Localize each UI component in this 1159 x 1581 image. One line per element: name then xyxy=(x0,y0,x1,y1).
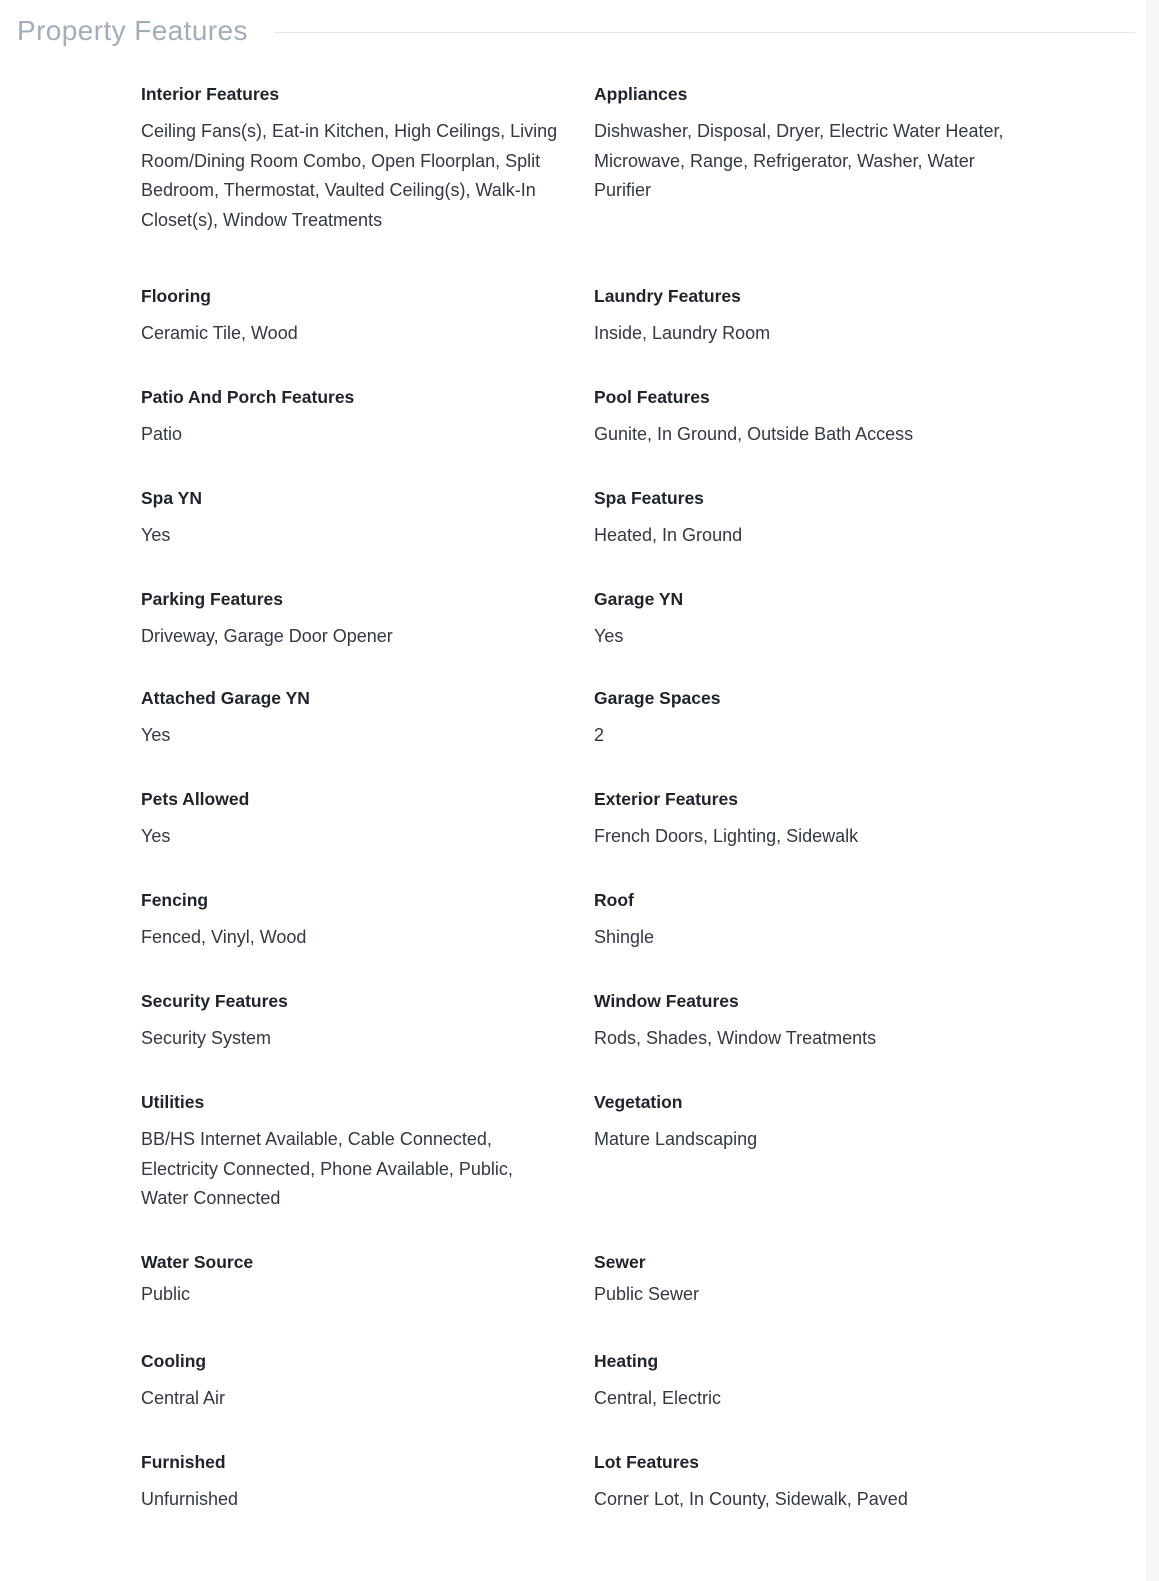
feature-label: Interior Features xyxy=(141,84,280,104)
feature-window-features xyxy=(594,989,1021,1054)
feature-value: Central, Electric xyxy=(594,1388,722,1408)
feature-value: Public xyxy=(141,1284,191,1304)
feature-label: Water Source xyxy=(141,1252,254,1272)
feature-label: Laundry Features xyxy=(594,286,741,306)
feature-row xyxy=(141,82,1021,284)
feature-flooring xyxy=(141,284,594,349)
feature-row xyxy=(141,284,1021,385)
feature-label: Vegetation xyxy=(594,1092,683,1112)
feature-value: Mature Landscaping xyxy=(594,1129,758,1149)
feature-value: Central Air xyxy=(141,1388,226,1408)
feature-furnished xyxy=(141,1450,594,1515)
feature-value: Ceramic Tile, Wood xyxy=(141,323,298,343)
feature-value: Public Sewer xyxy=(594,1284,700,1304)
feature-value: Yes xyxy=(594,626,624,646)
feature-spa-yn xyxy=(141,486,594,551)
feature-label: Pool Features xyxy=(594,387,710,407)
feature-row xyxy=(141,1450,1021,1530)
feature-value: Heated, In Ground xyxy=(594,525,743,545)
feature-row xyxy=(141,686,1021,787)
feature-value: Fenced, Vinyl, Wood xyxy=(141,927,307,947)
feature-label: Security Features xyxy=(141,991,288,1011)
feature-laundry-features xyxy=(594,284,1021,349)
feature-row xyxy=(141,787,1021,888)
feature-sewer xyxy=(594,1250,1021,1310)
feature-label: Sewer xyxy=(594,1252,646,1272)
feature-value: Corner Lot, In County, Sidewalk, Paved xyxy=(594,1489,908,1509)
feature-row xyxy=(141,1349,1021,1450)
feature-label: Parking Features xyxy=(141,589,283,609)
feature-label: Cooling xyxy=(141,1351,207,1371)
feature-label: Fencing xyxy=(141,890,209,910)
feature-label: Pets Allowed xyxy=(141,789,250,809)
feature-row xyxy=(141,587,1021,686)
feature-row xyxy=(141,989,1021,1090)
feature-patio-and-porch-features xyxy=(141,385,594,450)
feature-lot-features xyxy=(594,1450,1021,1515)
feature-interior-features xyxy=(141,82,594,236)
feature-garage-yn xyxy=(594,587,1021,652)
feature-appliances xyxy=(594,82,1021,206)
feature-value: Gunite, In Ground, Outside Bath Access xyxy=(594,424,914,444)
feature-pool-features xyxy=(594,385,1021,450)
feature-value: Patio xyxy=(141,424,183,444)
feature-value: Rods, Shades, Window Treatments xyxy=(594,1028,877,1048)
feature-row xyxy=(141,888,1021,989)
feature-value: Unfurnished xyxy=(141,1489,239,1509)
feature-value: Security System xyxy=(141,1028,272,1048)
feature-heating xyxy=(594,1349,1021,1414)
feature-row xyxy=(141,1090,1021,1250)
feature-label: Patio And Porch Features xyxy=(141,387,355,407)
feature-value: Yes xyxy=(141,826,171,846)
feature-label: Exterior Features xyxy=(594,789,738,809)
feature-cooling xyxy=(141,1349,594,1414)
feature-value: Inside, Laundry Room xyxy=(594,323,771,343)
feature-label: Attached Garage YN xyxy=(141,688,310,708)
features-grid xyxy=(141,82,1021,1530)
feature-value: French Doors, Lighting, Sidewalk xyxy=(594,826,859,846)
feature-value: Yes xyxy=(141,525,171,545)
feature-label: Window Features xyxy=(594,991,739,1011)
scrollbar-track[interactable] xyxy=(1147,0,1159,1581)
feature-value: Yes xyxy=(141,725,171,745)
feature-row xyxy=(141,385,1021,486)
feature-pets-allowed xyxy=(141,787,594,852)
feature-label: Lot Features xyxy=(594,1452,700,1472)
feature-value: Shingle xyxy=(594,927,655,947)
feature-row xyxy=(141,486,1021,587)
feature-security-features xyxy=(141,989,594,1054)
feature-label: Garage YN xyxy=(594,589,684,609)
feature-row xyxy=(141,1250,1021,1349)
feature-fencing xyxy=(141,888,594,953)
feature-label: Garage Spaces xyxy=(594,688,721,708)
feature-vegetation xyxy=(594,1090,1021,1155)
feature-garage-spaces xyxy=(594,686,1021,751)
feature-spa-features xyxy=(594,486,1021,551)
feature-label: Furnished xyxy=(141,1452,226,1472)
feature-label: Heating xyxy=(594,1351,659,1371)
feature-water-source xyxy=(141,1250,594,1310)
feature-label: Spa Features xyxy=(594,488,704,508)
feature-value: Driveway, Garage Door Opener xyxy=(141,626,393,646)
feature-roof xyxy=(594,888,1021,953)
feature-value: 2 xyxy=(594,725,605,745)
section-title: Property Features xyxy=(17,15,248,46)
section-header xyxy=(17,12,1135,50)
feature-label: Spa YN xyxy=(141,488,202,508)
feature-label: Utilities xyxy=(141,1092,205,1112)
feature-label: Flooring xyxy=(141,286,211,306)
feature-value: Dishwasher, Disposal, Dryer, Electric Water Heater, Microwave, Range, Refrigerator, Washer, Water Purifier xyxy=(594,121,1004,201)
feature-attached-garage-yn xyxy=(141,686,594,751)
feature-label: Appliances xyxy=(594,84,688,104)
feature-value: Ceiling Fans(s), Eat-in Kitchen, High Ceilings, Living Room/Dining Room Combo, Open Floorplan, Split Bedroom, Thermostat, Vaulted Ceiling(s), Walk-In Closet(s), Window Treatments xyxy=(141,121,558,231)
section-divider xyxy=(274,32,1135,33)
feature-value: BB/HS Internet Available, Cable Connected, Electricity Connected, Phone Available, Public, Water Connected xyxy=(141,1129,513,1209)
feature-parking-features xyxy=(141,587,594,652)
feature-label: Roof xyxy=(594,890,634,910)
feature-exterior-features xyxy=(594,787,1021,852)
feature-utilities xyxy=(141,1090,594,1214)
